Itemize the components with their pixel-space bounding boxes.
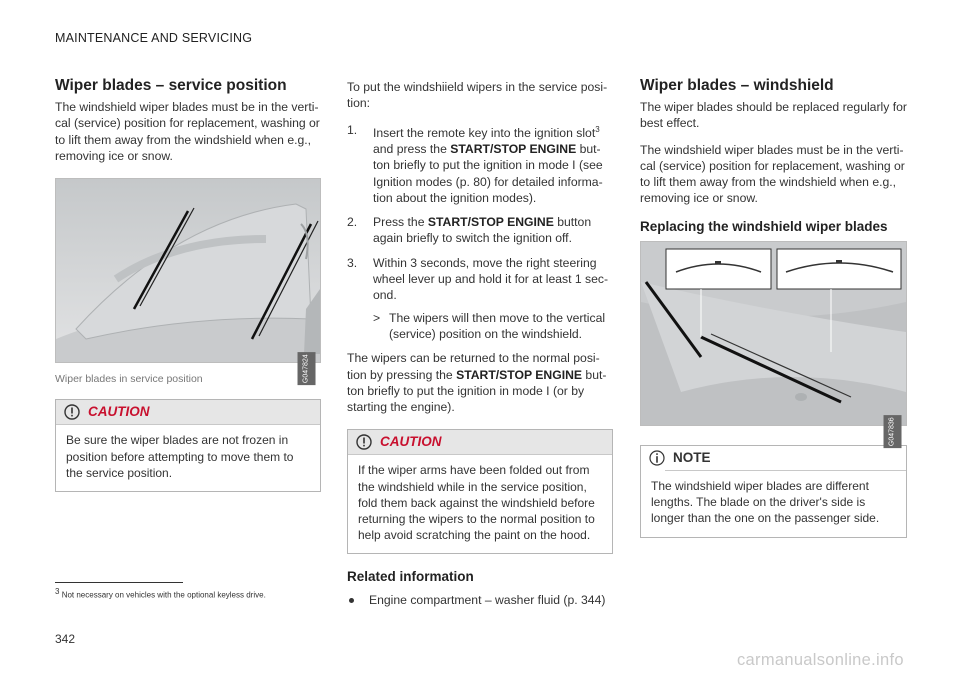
- result-marker: >: [373, 310, 381, 325]
- figure-caption: Wiper blades in service position: [55, 373, 203, 386]
- footnote-marker: 3: [55, 587, 60, 596]
- watermark: carmanualsonline.info: [737, 651, 904, 669]
- left-column: [55, 76, 321, 492]
- warning-icon: [64, 404, 80, 420]
- middle-column: [347, 79, 613, 608]
- section-title-service-position: Wiper blades – service position: [55, 77, 287, 94]
- replace-regularly-text: The wiper blades should be replaced regularly for best effect.: [640, 100, 907, 131]
- footnote-ref: 3: [595, 124, 600, 134]
- caution-text: If the wiper arms have been folded out from the windshield while in the service position, fold them back against the windshield before returning the wipers to the normal position to help avoid scratching the paint on the hood.: [358, 463, 595, 543]
- step-text: Within 3 seconds, move the right steering wheel lever up and hold it for at least 1 sec- ond.: [373, 255, 609, 303]
- footnote: [55, 587, 266, 600]
- step-text: and press the: [373, 141, 451, 156]
- step-number: 1.: [347, 122, 358, 137]
- figure-id-right: G047836: [884, 415, 902, 448]
- footnote-text: Not necessary on vehicles with the optional keyless drive.: [61, 590, 266, 600]
- note-box: [640, 445, 907, 538]
- step-text: button again briefly to switch the ignition off.: [373, 215, 592, 246]
- key-label: START/STOP ENGINE: [427, 215, 554, 230]
- right-column: [640, 76, 907, 538]
- running-header: MAINTENANCE AND SERVICING: [55, 31, 253, 45]
- note-header: [641, 446, 906, 470]
- footnote-divider: [55, 582, 183, 583]
- step-text: Insert the remote key into the ignition slot: [373, 125, 596, 140]
- caution-box-left: [55, 399, 321, 492]
- related-info-item[interactable]: [347, 592, 613, 608]
- caution-title: CAUTION: [88, 404, 150, 420]
- step-number: 2.: [347, 215, 358, 230]
- wiper-blades-illustration: [641, 242, 906, 425]
- caution-header: [348, 430, 612, 455]
- return-instructions: [347, 350, 613, 415]
- service-steps-intro: To put the windshiield wipers in the service posi- tion:: [347, 80, 608, 111]
- service-position-text: The windshield wiper blades must be in the verti- cal (service) position for replacement, washing or to lift them away from the windshield when e.g., removing ice or snow.: [640, 142, 905, 206]
- service-position-intro: The windshield wiper blades must be in the verti- cal (service) position for replacement, washing or to lift them away from the windshield when e.g., removing ice or snow.: [55, 100, 320, 163]
- wiper-blades-figure: [640, 241, 907, 446]
- step-number: 3.: [347, 255, 358, 270]
- caution-header: [56, 400, 320, 425]
- figure-id-left: G047824: [298, 352, 316, 385]
- related-link-text[interactable]: Engine compartment – washer fluid (p. 344): [369, 592, 606, 607]
- step-text: but- ton briefly to put the ignition in mode I (see Ignition modes (p. 80) for detailed informa- tion about the ignition modes).: [373, 141, 603, 205]
- section-title-windshield: Wiper blades – windshield: [640, 77, 834, 94]
- page-number: 342: [55, 632, 76, 646]
- note-title: NOTE: [673, 449, 711, 465]
- step-3: [347, 255, 613, 342]
- info-icon: [649, 450, 665, 466]
- caution-title: CAUTION: [380, 434, 442, 450]
- key-label: START/STOP ENGINE: [456, 367, 583, 382]
- replacing-subtitle: Replacing the windshield wiper blades: [640, 218, 888, 234]
- caution-box-middle: [347, 429, 613, 554]
- wiper-service-illustration: [56, 179, 320, 362]
- related-info-title: Related information: [347, 569, 474, 585]
- return-text: The wipers can be returned to the normal posi- tion by pressing the: [347, 351, 600, 382]
- step-1: [347, 122, 613, 207]
- return-text: but- ton briefly to put the ignition in mode I (or by starting the engine).: [347, 367, 607, 415]
- key-label: START/STOP ENGINE: [450, 141, 577, 156]
- warning-icon: [356, 434, 372, 450]
- step-2: [347, 214, 613, 247]
- caution-text: Be sure the wiper blades are not frozen in position before attempting to move them to the service position.: [66, 433, 294, 480]
- step-result: [373, 310, 613, 343]
- step-text: Press the: [373, 215, 428, 230]
- result-text: The wipers will then move to the vertical (service) position on the windshield.: [389, 310, 606, 341]
- bullet-icon: [349, 598, 354, 603]
- service-steps-list: [347, 122, 613, 343]
- note-text: The windshield wiper blades are different lengths. The blade on the driver's side is longer than the one on the passenger side.: [651, 479, 880, 526]
